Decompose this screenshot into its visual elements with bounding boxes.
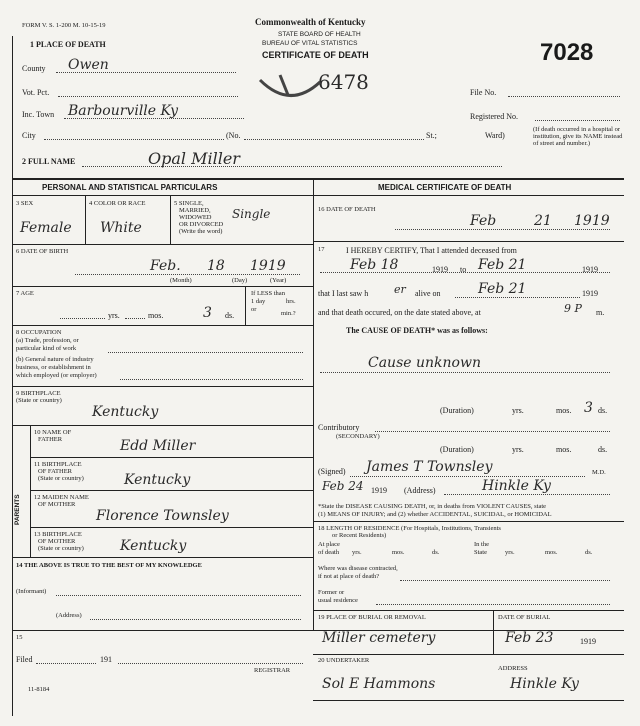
age-label: 7 AGE	[16, 290, 34, 297]
left-border	[12, 36, 13, 716]
occupation-a-line	[108, 352, 303, 353]
stamp-seal-mark	[250, 70, 330, 110]
state-mos: mos.	[545, 549, 558, 556]
father-bp-label: 11 BIRTHPLACE	[34, 461, 82, 468]
medical-heading: MEDICAL CERTIFICATE OF DEATH	[378, 183, 512, 192]
mother-bp-label: 13 BIRTHPLACE	[34, 531, 82, 538]
last-saw-line	[455, 297, 580, 298]
parents-vertical-label: PARENTS	[14, 494, 21, 525]
color-marital-divider	[170, 196, 171, 244]
row-rule-5	[12, 425, 313, 426]
sex-color-divider	[85, 196, 86, 244]
state-yrs: yrs.	[505, 549, 515, 556]
age-less-divider	[245, 287, 246, 325]
county-label: County	[22, 64, 46, 73]
occupation-b-3: which employed (or employer)	[16, 372, 97, 379]
contributory-line	[375, 431, 610, 432]
duration-label: (Duration)	[440, 406, 474, 415]
cause-value: Cause unknown	[368, 355, 481, 371]
signed-label: (Signed)	[318, 467, 346, 476]
less-than-label-2: 1 day	[251, 298, 266, 305]
marital-label-4: OR DIVORCED	[179, 221, 224, 228]
true-statement-label: 14 THE ABOVE IS TRUE TO THE BEST OF MY KNOWLEDGE	[16, 562, 202, 569]
inc-town-value: Barbourville Ky	[68, 103, 178, 119]
age-yrs-line	[60, 318, 105, 319]
box-15-label: 15	[16, 634, 23, 641]
attended-to-year: 1919	[582, 265, 598, 274]
former-residence-line	[376, 604, 610, 605]
dob-label: 6 DATE OF BIRTH	[16, 248, 69, 255]
father-bp-label-2: OF FATHER	[38, 468, 73, 475]
residence-label: 18 LENGTH OF RESIDENCE (For Hospitals, Institutions, Transients	[318, 525, 501, 532]
occupation-b-2: business, or establishment in	[16, 364, 91, 371]
duration-mos-2: mos.	[556, 445, 572, 454]
mother-rule	[30, 527, 313, 528]
city-label: City	[22, 131, 36, 140]
attended-from: Feb 18	[350, 257, 399, 273]
duration-mos: mos.	[556, 406, 572, 415]
undertaker-address-label: ADDRESS	[498, 665, 528, 672]
occupation-b-line	[120, 379, 303, 380]
full-name-line	[82, 166, 502, 167]
registered-no-label: Registered No.	[470, 112, 518, 121]
burial-date-value: Feb 23	[505, 630, 554, 646]
bottom-rule	[313, 700, 624, 701]
form-code: FORM V. S. 1-200 M. 10-15-19	[22, 22, 106, 29]
bureau-title: BUREAU OF VITAL STATISTICS	[262, 40, 358, 47]
dob-line	[75, 274, 300, 275]
dob-day-label: (Day)	[232, 277, 248, 284]
father-name-label: 10 NAME OF	[34, 429, 72, 436]
informant-label: (Informant)	[16, 588, 47, 595]
inc-town-label: Inc. Town	[22, 110, 55, 119]
full-name-value: Opal Miller	[148, 149, 240, 168]
mother-name-label: 12 MAIDEN NAME	[34, 494, 89, 501]
burial-year: 1919	[580, 637, 596, 646]
personal-heading: PERSONAL AND STATISTICAL PARTICULARS	[42, 183, 218, 192]
commonwealth-title: Commonwealth of Kentucky	[255, 17, 366, 27]
row-rule-1	[12, 244, 313, 245]
less-than-label-4: or	[251, 306, 257, 313]
undertaker-label: 20 UNDERTAKER	[318, 657, 370, 664]
footer-code: 11-8184	[28, 686, 50, 693]
age-days-value: 3	[203, 305, 212, 321]
last-saw-year: 1919	[582, 289, 598, 298]
burial-date-label: DATE OF BURIAL	[498, 614, 551, 621]
father-name-value: Edd Miller	[120, 438, 196, 454]
certificate-number: 7028	[540, 39, 594, 66]
dod-year: 1919	[574, 213, 610, 229]
age-mos-label: mos.	[148, 311, 164, 320]
dod-rule	[313, 241, 624, 242]
where-contracted-line	[400, 580, 610, 581]
mother-name-value: Florence Townsley	[96, 508, 229, 524]
vot-pct-line	[58, 96, 238, 97]
dod-label: 16 DATE OF DEATH	[318, 206, 376, 213]
filed-year: 191	[100, 655, 112, 664]
duration-label-2: (Duration)	[440, 445, 474, 454]
section-divider-top	[12, 178, 624, 180]
in-the-label: In the	[474, 541, 489, 548]
birthplace-sub: (State or country)	[16, 397, 62, 404]
residence-yrs: yrs.	[352, 549, 362, 556]
cause-label: The CAUSE OF DEATH* was as follows:	[346, 326, 488, 335]
center-divider	[313, 178, 314, 630]
st-label: St.;	[426, 131, 437, 140]
certify-text: I HEREBY CERTIFY, That I attended deceased from	[346, 246, 517, 255]
color-label: 4 COLOR OR RACE	[89, 200, 146, 207]
duration-yrs: yrs.	[512, 406, 524, 415]
secondary-label: (SECONDARY)	[336, 433, 380, 440]
cause-line	[320, 372, 610, 373]
burial-place-value: Miller cemetery	[322, 630, 436, 646]
residence-rule	[313, 610, 624, 611]
former-residence-2: usual residence	[318, 597, 358, 604]
ward-label: Ward)	[485, 131, 505, 140]
dob-month: Feb.	[150, 258, 181, 274]
dob-year-label: (Year)	[270, 277, 287, 284]
last-saw-post: alive on	[415, 289, 441, 298]
file-no-line	[508, 96, 620, 97]
row-rule-2	[12, 286, 313, 287]
personal-heading-rule	[12, 195, 313, 196]
father-bp-value: Kentucky	[124, 472, 191, 488]
filed-label: Filed	[16, 655, 33, 664]
death-time-unit: m.	[596, 308, 605, 317]
registered-no-line	[535, 120, 620, 121]
residence-ds: ds.	[432, 549, 440, 556]
registrar-label: REGISTRAR	[254, 667, 291, 674]
where-contracted-1: Where was disease contracted,	[318, 565, 398, 572]
medical-heading-rule	[313, 195, 624, 196]
footnote-rule	[313, 521, 624, 522]
signed-line	[350, 476, 585, 477]
dob-month-label: (Month)	[170, 277, 192, 284]
stamp-number: 6478	[318, 70, 369, 94]
marital-value: Single	[232, 207, 271, 221]
death-occurred-text: and that death occured, on the date stated above, at	[318, 308, 481, 317]
filed-line	[36, 663, 96, 664]
attended-to: Feb 21	[478, 257, 527, 273]
row-rule-4	[12, 386, 313, 387]
where-contracted-2: if not at place of death?	[318, 573, 380, 580]
contributory-label: Contributory	[318, 423, 360, 432]
of-death-label: of death	[318, 549, 340, 556]
father-bp-rule	[30, 490, 313, 491]
sign-address-value: Hinkle Ky	[482, 478, 551, 494]
marital-label-3: WIDOWED	[179, 214, 212, 221]
certificate-title: CERTIFICATE OF DEATH	[262, 50, 369, 60]
undertaker-value: Sol E Hammons	[322, 676, 436, 692]
dod-line	[395, 229, 610, 230]
residence-label-2: or Recent Residents)	[332, 532, 387, 539]
mother-bp-label-2: OF MOTHER	[38, 538, 76, 545]
row-rule-3	[12, 325, 313, 326]
dob-year: 1919	[250, 258, 286, 274]
informant-address-line	[90, 619, 301, 620]
birthplace-value: Kentucky	[92, 404, 159, 420]
burial-divider	[493, 610, 494, 654]
parents-divider	[30, 425, 31, 557]
color-value: White	[100, 220, 142, 236]
less-than-label-3: hrs.	[286, 298, 296, 305]
age-mos-line	[125, 318, 145, 319]
certify-number: 17	[318, 246, 325, 253]
state-label: State	[474, 549, 487, 556]
burial-rule	[313, 654, 624, 655]
marital-label-5: (Write the word)	[179, 228, 223, 235]
less-than-label-1: If LESS than	[251, 290, 285, 297]
informant-address-label: (Address)	[56, 612, 82, 619]
father-rule	[30, 457, 313, 458]
informant-line	[56, 595, 301, 596]
occupation-b-1: (b) General nature of industry	[16, 356, 94, 363]
mother-bp-value: Kentucky	[120, 538, 187, 554]
sex-value: Female	[20, 220, 72, 236]
state-ds: ds.	[585, 549, 593, 556]
dob-day: 18	[207, 258, 225, 274]
signed-value: James T Townsley	[366, 459, 493, 475]
duration-ds: ds.	[598, 406, 608, 415]
attended-to-label: to	[460, 265, 467, 274]
footnote-2: (1) MEANS OF INJURY; and (2) whether ACCIDENTAL, SUICIDAL, or HOMICIDAL	[318, 511, 552, 518]
attended-from-year: 1919	[432, 265, 448, 274]
undertaker-address-value: Hinkle Ky	[510, 676, 579, 692]
parents-bottom-rule	[12, 557, 313, 558]
occupation-a-2: particular kind of work	[16, 345, 77, 352]
last-saw-date: Feb 21	[478, 281, 527, 297]
marital-label-1: 5 SINGLE,	[174, 200, 204, 207]
at-place-label: At place	[318, 541, 340, 548]
occupation-label: 8 OCCUPATION	[16, 329, 62, 336]
dod-day: 21	[534, 213, 552, 229]
street-line	[244, 139, 424, 140]
sex-label: 3 SEX	[16, 200, 34, 207]
place-of-death-heading: 1 PLACE OF DEATH	[30, 40, 106, 49]
vot-pct-label: Vot. Pct.	[22, 88, 50, 97]
sign-address-line	[444, 494, 610, 495]
age-ds-label: ds.	[225, 311, 235, 320]
dod-month: Feb	[470, 213, 497, 229]
no-label: (No.	[226, 131, 241, 140]
occupation-a-1: (a) Trade, profession, or	[16, 337, 79, 344]
mother-name-label-2: OF MOTHER	[38, 501, 76, 508]
file-no-label: File No.	[470, 88, 497, 97]
marital-label-2: MARRIED,	[179, 207, 211, 214]
footnote-1: *State the DISEASE CAUSING DEATH, or, in deaths from VIOLENT CAUSES, state	[318, 503, 547, 510]
registrar-line	[118, 663, 303, 664]
duration-ds-2: ds.	[598, 445, 608, 454]
sign-date: Feb 24	[322, 479, 364, 493]
city-line	[44, 139, 224, 140]
hospital-note: (If death occurred in a hospital or institution, give its NAME instead of street and number.)	[533, 126, 623, 147]
residence-mos: mos.	[392, 549, 405, 556]
father-name-label-2: FATHER	[38, 436, 63, 443]
death-time: 9 P	[564, 302, 582, 315]
former-residence-1: Former or	[318, 589, 345, 596]
father-bp-label-3: (State or country)	[38, 475, 84, 482]
last-saw-value: er	[394, 283, 406, 296]
birthplace-label: 9 BIRTHPLACE	[16, 390, 61, 397]
age-yrs-label: yrs.	[108, 311, 120, 320]
less-than-label-5: min.?	[281, 310, 296, 317]
county-value: Owen	[68, 57, 109, 73]
mother-bp-label-3: (State or country)	[38, 545, 84, 552]
sign-year: 1919	[371, 486, 387, 495]
duration-yrs-2: yrs.	[512, 445, 524, 454]
state-board-title: STATE BOARD OF HEALTH	[278, 31, 361, 38]
full-name-label: 2 FULL NAME	[22, 157, 76, 166]
duration-days-value: 3	[584, 400, 593, 416]
md-label: M.D.	[592, 469, 606, 476]
sign-address-label: (Address)	[404, 486, 436, 495]
burial-place-label: 19 PLACE OF BURIAL OR REMOVAL	[318, 614, 426, 621]
last-saw-pre: that I last saw h	[318, 289, 369, 298]
